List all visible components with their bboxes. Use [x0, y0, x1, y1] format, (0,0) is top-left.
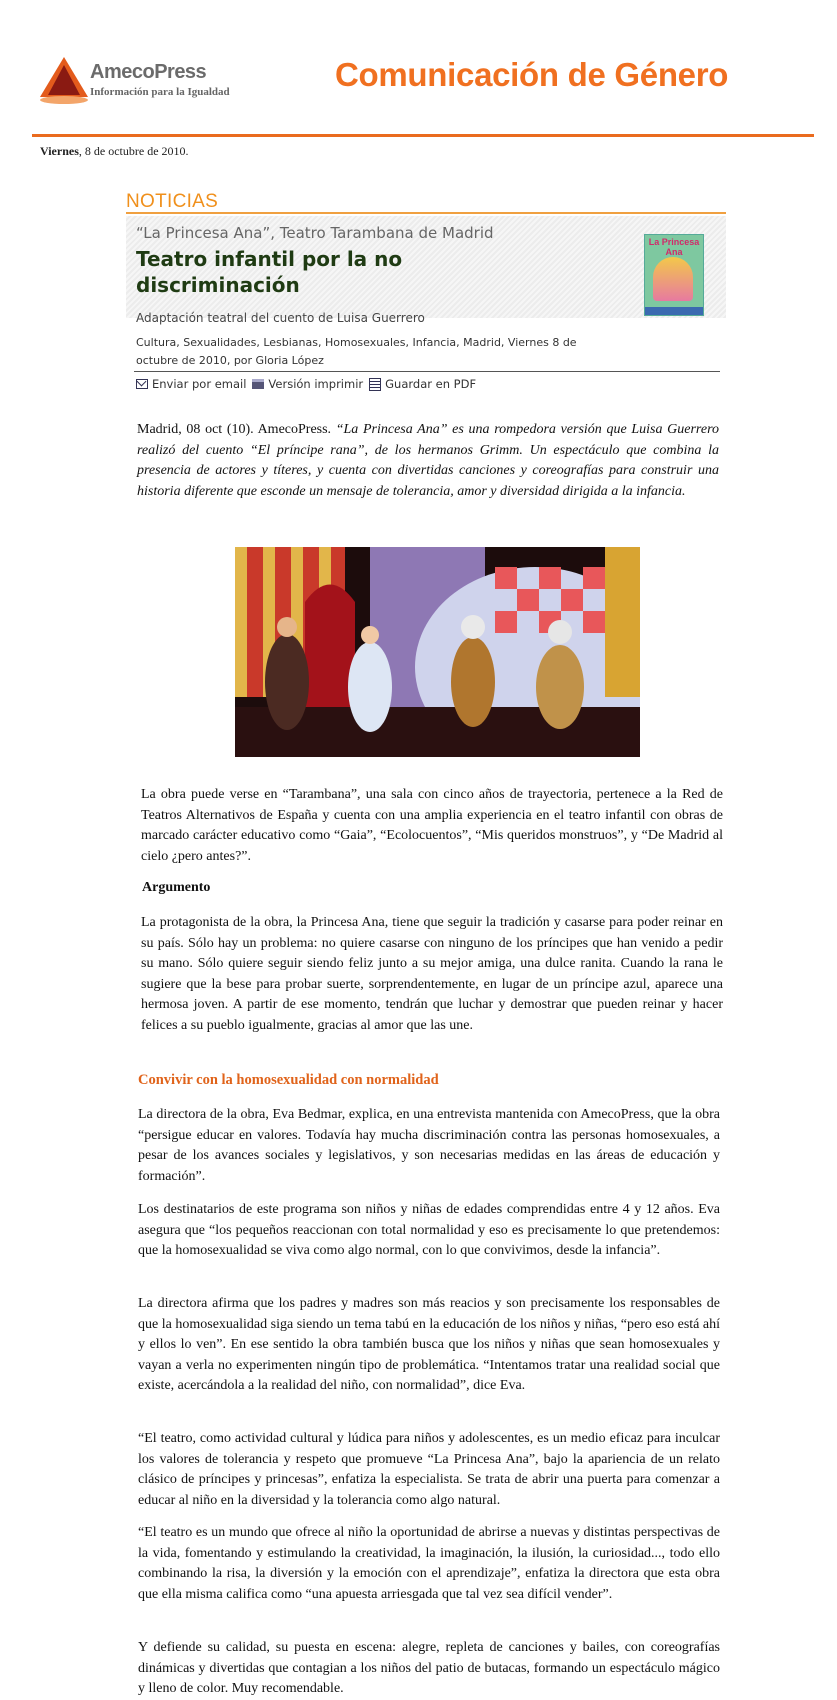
ameco-logo[interactable] — [38, 55, 258, 105]
lead-summary: “La Princesa Ana” es una rompedora versión que Luisa Guerrero realizó del cuento “El príncipe rana”, de los hermanos Grimm. Un espectáculo que combina la presencia de actores y títeres, y cuenta con divertidas canciones y coreografías para construir una historia diferente que esconde un mensaje de tolerancia, amor y diversidad dirigida a la infancia. — [137, 422, 719, 499]
article-actions — [136, 377, 482, 391]
date-rest: , 8 de octubre de 2010. — [78, 144, 189, 158]
paragraph-1: La obra puede verse en “Tarambana”, una sala con cinco años de trayectoria, pertenece a la Red de Teatros Alternativos de España y cuenta con una amplia experiencia en el teatro infantil con obras de marcado carácter educativo como “Gaia”, “Ecolocuentos”, “Mis queridos monstruos”, y “De Madrid al cielo ¿pero antes?”. — [141, 787, 723, 864]
lead-dateline: Madrid, 08 oct (10). AmecoPress. — [137, 422, 336, 437]
pdf-icon — [369, 378, 381, 391]
paragraph-2: La protagonista de la obra, la Princesa Ana, tiene que seguir la tradición y casarse para poder reinar en su país. Sólo hay un problema: no quiere casarse con ninguno de los príncipes que han venido a pedir su mano. Sólo quiere seguir siendo feliz junto a su mejor amiga, una dulce ranita. Cuando la rana le sugiere que la bese para probar suerte, sorprendentemente, en lugar de un príncipe azul, aparece una hermosa joven. A partir de ese momento, tendrán que luchar y demostrar que pueden reinar y hacer felices a su pueblo igualmente, gracias al amor que las une. — [141, 915, 723, 1033]
logo-triangle-icon — [38, 55, 90, 105]
date-line — [40, 144, 189, 159]
page-header — [0, 0, 837, 158]
date-day: Viernes — [40, 144, 79, 158]
envelope-icon — [136, 379, 148, 389]
logo-name: AmecoPress — [90, 61, 207, 83]
print-label: Versión imprimir — [268, 377, 364, 391]
email-label: Enviar por email — [152, 377, 247, 391]
paragraph-7: “El teatro es un mundo que ofrece al niño la oportunidad de abrirse a nuevas y distintas perspectivas de la vida, fomentando y estimulando la creatividad, la imaginación, la ilusión, la curiosidad..., todo ello combinando la risa, la diversión y la emoción con el aprendizaje”, enfatiza la directora que esta obra que ella misma califica como “una apuesta arriesgada que tal vez sea difícil vender”. — [138, 1525, 720, 1602]
article-header — [126, 216, 726, 318]
paragraph-8: Y defiende su calidad, su puesta en escena: alegre, repleta de canciones y bailes, con coreografías dinámicas y divertidas que contagian a los niños del patio de butacas, formando un espectáculo mágico y lleno de color. Muy recomendable. — [138, 1640, 720, 1696]
tags-divider — [134, 371, 720, 372]
pdf-link[interactable] — [369, 377, 476, 391]
site-title: Comunicación de Género — [335, 56, 729, 93]
section-divider — [126, 212, 726, 214]
article-tags: Cultura, Sexualidades, Lesbianas, Homosexuales, Infancia, Madrid, Viernes 8 de octubre de 2010, por Gloria López — [136, 336, 577, 367]
paragraph-5: La directora afirma que los padres y madres son más reacios y son precisamente los responsables de que la homosexualidad siga siendo un tema tabú en la educación de los niños y niñas, “pero eso está ahí y ellos lo ven”. En ese sentido la obra también busca que los niños y niñas que sean homosexuales y vayan a verla no experimenten ningún tipo de problemática. “Intentamos tratar una realidad social que existe, acercándola a la realidad del niño, con normalidad”, dice Eva. — [138, 1296, 720, 1393]
email-link[interactable] — [136, 377, 246, 391]
poster-thumbnail[interactable] — [644, 234, 704, 316]
subhead-argumento: Argumento — [142, 880, 211, 895]
paragraph-3: La directora de la obra, Eva Bedmar, explica, en una entrevista mantenida con AmecoPress, que la obra “persigue educar en valores. Todavía hay mucha discriminación contra las personas homosexuales, a pesar de los avances sociales y legislativos, y son necesarias medidas en las áreas de educación y formación”. — [138, 1107, 720, 1184]
subhead-convivir: Convivir con la homosexualidad con normalidad — [138, 1072, 439, 1088]
article-kicker: “La Princesa Ana”, Teatro Tarambana de Madrid — [136, 224, 494, 242]
poster-strip — [645, 307, 703, 315]
poster-title: La Princesa Ana — [648, 237, 700, 257]
header-divider — [32, 134, 814, 137]
logo-tagline: Información para la Igualdad — [90, 86, 230, 98]
article-headline: Teatro infantil por la no discriminación — [136, 247, 403, 297]
paragraph-4: Los destinatarios de este programa son niños y niñas de edades comprendidas entre 4 y 12 años. Eva asegura que “los pequeños reaccionan con total normalidad y eso es precisamente lo que pretendemos: que la homosexualidad se viva como algo normal, con lo que convivimos, desde la infancia”. — [138, 1202, 720, 1258]
article-subtitle: Adaptación teatral del cuento de Luisa Guerrero — [136, 311, 425, 325]
article-lead — [137, 420, 719, 502]
stage-photo — [235, 547, 640, 757]
paragraph-6: “El teatro, como actividad cultural y lúdica para niños y adolescentes, es un medio eficaz para inculcar los valores de tolerancia y respeto que promueve “La Princesa Ana”, bajo la apariencia de un relato clásico de príncipes y princesas”, enfatiza la especialista. Se trata de abrir una puerta para comenzar a educar al niño en la diversidad y la tolerancia como algo natural. — [138, 1431, 720, 1508]
stage-photo-drawing — [235, 547, 640, 757]
section-label: NOTICIAS — [126, 191, 219, 212]
poster-figure — [653, 257, 693, 301]
printer-icon — [252, 379, 264, 389]
pdf-label: Guardar en PDF — [385, 377, 477, 391]
print-link[interactable] — [252, 377, 363, 391]
